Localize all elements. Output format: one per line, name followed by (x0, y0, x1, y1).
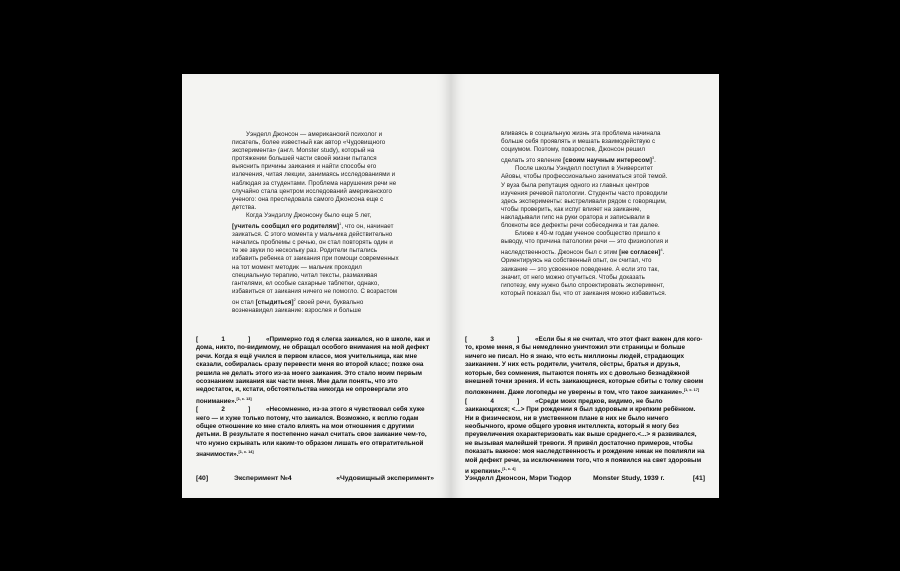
quote-number: [ 4 ] (465, 397, 520, 405)
left-paragraph-2 (232, 212, 400, 315)
right-page (451, 74, 719, 498)
quote-text: «Среди моих предков, видимо, не было заикающихся; <...> При рождении я был здоровым и крепким ребёнком. Ни в физическом, ни в умственном плане в них не было ничего необычного, кроме общего уровня интеллекта, который я могу без преувеличения охарактеризовать как выше среднего.<...> я развивался, не вызывая малейшей тревоги. Я привёл достаточно примеров, чтобы показать важное: моя наследственность и рождение никак не повлияли на мой дефект речи, за исключением того, что я появился на свет здоровым и крепким». (465, 397, 705, 476)
quote-3 (465, 336, 705, 398)
text-run: своей речи, буквально возненавидел заикание: взрослея и больше (232, 298, 364, 314)
page-number-right: [41] (692, 475, 705, 482)
text-run: . Ориентируясь на собственный опыт, он считал, что заикание — это усвоенное поведение. А если это так, значит, от него можно отучиться. Чтобы доказать гипотезу, ему нужно было спроектировать эксперимент, который показал бы, что от заикания можно избавиться. (501, 249, 667, 297)
left-page (182, 74, 451, 498)
left-paragraph-1: Уэнделл Джонсон — американский психолог и писатель, более известный как автор «Чудовищного эксперимента» (англ. Monster study), который на протяжении большей части своей жизни пытался выяснить причины заикания и найти способы его излечения, читая лекции, занимаясь исследованиями и наблюдая за студентами. Проблема нарушения речи не случайно стала центром исследований американского ученого: она преследовала самого Джонсона еще с детства. (232, 131, 397, 211)
text-run: Ближе к 40-м годам ученое сообщество пришло к выводу, что причина патологии речи — это физиология и наследственность. Джонсон был с этим (501, 230, 669, 257)
citation-marker: [1, с. 4] (502, 467, 516, 472)
quote-number: [ 3 ] (465, 336, 520, 343)
highlight-phrase: [не согласен] (619, 249, 661, 257)
section-label: Эксперимент №4 (234, 475, 292, 482)
right-paragraph-2: После школы Уэнделл поступил в Университет Айовы, чтобы профессионально заниматься этой темой. У вуза была репутация одного из главных центров изучения речевой патологии. Студенты часто проводили здесь эксперименты: выстреливали рядом с говорящим, чтобы проверить, как испуг влияет на заикание, накладывали гипс на руки оратора и записывали в блокноты все дефекты речи собеседника и так далее. (501, 165, 668, 230)
quote-text: «Несомненно, из-за этого я чувствовал себя хуже него — и хуже только потому, что заикался. Возможно, к всплю годам общее отношение ко мне стало влиять на мои отношения с другими детьми. В результате я постепенно начал считать свое заикание чем-то, что нужно скрывать или каким-то образом лишать его отвратительной значимости». (196, 406, 427, 459)
citation-marker: [1, с. 13] (236, 396, 252, 401)
citation-marker: [1, с. 14] (238, 450, 254, 455)
footnote-marker: 2 (293, 297, 296, 302)
right-paragraph-3 (501, 230, 669, 298)
text-run: , что он, начинает заикаться. С этого момента у мальчика действительно начались проблемы с речью, он стал повторять один и те же звуки по нескольку раз. Родители пытались избавить ребенка от заикания при помощи современных на тот момент методик — мальчик проходил специальную терапию, читал тексты, размахивая гантелями, ел особые сахарные таблетки, однако, избавиться от заикания ничего не помогло. С возрастом он стал (232, 223, 399, 306)
text-run: вливаясь в социальную жизнь эта проблема начинала больше себя проявлять и мешать взаимодействую с социумом. Поэтому, повзрослев, Джонсон решил сделать это явление (501, 130, 661, 165)
right-body-text (501, 130, 669, 298)
chapter-title: «Чудовищный эксперимент» (336, 475, 434, 482)
highlight-phrase: [учитель сообщил его родителям] (232, 223, 340, 231)
quote-2 (196, 406, 432, 459)
quote-number: [ 1 ] (196, 336, 251, 343)
study-label: Monster Study, 1939 г. (593, 475, 665, 482)
citation-marker: [1, с. 17] (683, 388, 700, 393)
left-body-text (232, 131, 400, 315)
quote-text: «Если бы я не считал, что этот факт важен для кого-то, кроме меня, я бы немедленно уничтожил эти страницы и больше ничего не писал. Но я знаю, что есть миллионы людей, страдающих заиканием. У них есть родители, учителя, сёстры, братья и друзья, которые, без сомнения, пытаются понять их с довольно безнадёжной внешней точки зрения. И есть заикающиеся, которые сбиты с толку своим положением. Даже логопеды не уверены в том, что такое заикание». (465, 336, 704, 397)
text-run: . (654, 157, 656, 165)
right-quotes (465, 336, 705, 477)
footnote-marker: 4 (660, 248, 663, 253)
left-quotes (196, 336, 432, 460)
highlight-phrase: [своим научным интересом] (563, 157, 652, 165)
quote-1 (196, 336, 432, 406)
page-number-left: [40] (196, 475, 209, 482)
authors-label: Уэнделл Джонсон, Мэри Тюдор (465, 475, 572, 482)
highlight-phrase: [стыдиться] (255, 298, 294, 306)
text-run: Когда Уэндэллу Джонсону было еще 5 лет, (246, 211, 372, 219)
quote-number: [ 2 ] (196, 406, 251, 414)
footnote-marker: 3 (651, 156, 655, 161)
quote-4 (465, 398, 705, 477)
quote-text: «Примерно год я слегка заикался, но в школе, как и дома, никто, по-видимому, не обращал особого внимания на мой дефект речи. Когда я ещё учился в первом классе, моя учительница, как мне сказали, собиралась сразу перевести меня во второй класс; позже она решила не делать этого из-за моего заикания. Это стало моим первым осознанием заикания как части меня. Мне дали понять, что это недостаток, и, кстати, обстоятельства никогда не опровергали это понимание». (196, 336, 431, 405)
right-paragraph-1 (501, 130, 669, 165)
footnote-marker: 1 (339, 222, 342, 227)
